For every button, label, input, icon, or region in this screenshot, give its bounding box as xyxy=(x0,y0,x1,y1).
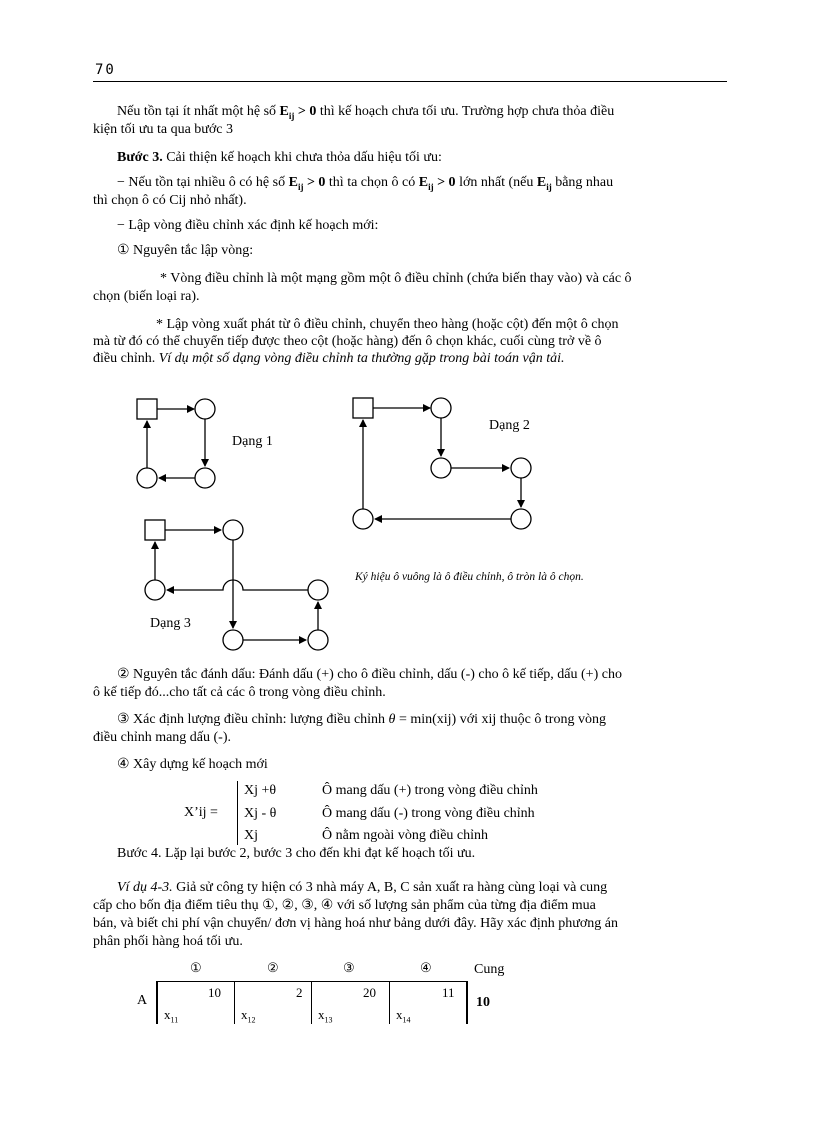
example-line-2: cấp cho bốn địa điểm tiêu thụ ①, ②, ③, ④ với số lượng sản phẩm của từng địa điểm mua xyxy=(93,898,596,913)
dang2-select-circle xyxy=(353,509,373,529)
row-label-a: A xyxy=(137,993,148,1008)
expr-eij-positive: $E_{ij} > 0$ xyxy=(279,104,317,121)
cost-a3: 20 xyxy=(363,985,376,1000)
dang2-select-circle xyxy=(511,458,531,478)
col-header-1: ① xyxy=(190,960,202,975)
cost-a1: 10 xyxy=(208,985,221,1000)
formula-case-3-expr: Xj xyxy=(244,828,258,843)
cost-a4: 11 xyxy=(442,985,455,1000)
table-right-border xyxy=(466,981,468,1024)
rule-1-title: ① Nguyên tắc lập vòng: xyxy=(117,243,254,258)
dang2-select-circle xyxy=(511,509,531,529)
step3-bullet-2: − Lập vòng điều chỉnh xác định kế hoạch mới: xyxy=(117,218,379,233)
dang3-label: Dạng 3 xyxy=(150,616,191,631)
col-header-3: ③ xyxy=(343,960,355,975)
table-left-border xyxy=(156,981,158,1024)
formula-case-2-desc: Ô mang dấu (-) trong vòng điều chỉnh xyxy=(322,806,535,821)
dang3-select-circle xyxy=(145,580,165,600)
table-col-divider xyxy=(389,981,390,1024)
rule-3-line-1: ③ Xác định lượng điều chỉnh: lượng điều chỉnh θ = min(xij) với xij thuộc ô trong vòng xyxy=(117,712,606,727)
step3-bullet-1-cont: thì chọn ô có Cij nhỏ nhất). xyxy=(93,193,247,208)
rule-1-sub-1b: chọn (biến loại ra). xyxy=(93,289,200,304)
rule-2-line-2: ô kế tiếp đó...cho tất cả các ô trong vòng điều chỉnh. xyxy=(93,685,386,700)
dang1-adjust-square xyxy=(137,399,157,419)
rule-3-line-2: điều chỉnh mang dấu (-). xyxy=(93,730,232,745)
dang2-select-circle xyxy=(431,458,451,478)
rule-4-title: ④ Xây dựng kế hoạch mới xyxy=(117,757,268,772)
rule-1-sub-1a: * Vòng điều chỉnh là một mạng gồm một ô điều chỉnh (chứa biến thay vào) và các ô xyxy=(160,271,632,286)
rule-1-sub-2a: * Lập vòng xuất phát từ ô điều chỉnh, chuyển theo hàng (hoặc cột) đến một ô chọn xyxy=(156,317,619,332)
supply-header: Cung xyxy=(474,962,505,977)
dang1-select-circle xyxy=(195,399,215,419)
formula-case-1-desc: Ô mang dấu (+) trong vòng điều chỉnh xyxy=(322,783,538,798)
formula-case-1-expr: Xj +θ xyxy=(244,783,277,798)
col-header-4: ④ xyxy=(420,960,432,975)
rule-2-line-1: ② Nguyên tắc đánh dấu: Đánh dấu (+) cho ô điều chỉnh, dấu (-) cho ô kế tiếp, dấu (+) cho xyxy=(117,667,622,682)
dang3-select-circle xyxy=(308,580,328,600)
step3-heading: Bước 3. Cải thiện kế hoạch khi chưa thỏa dấu hiệu tối ưu: xyxy=(117,150,442,165)
var-x12: $x_{12}$ xyxy=(241,1007,256,1025)
page-number: 70 xyxy=(95,62,116,78)
dang3-select-circle xyxy=(223,520,243,540)
cost-a2: 2 xyxy=(296,985,303,1000)
table-top-border xyxy=(157,981,467,982)
dang1-label: Dạng 1 xyxy=(232,434,273,449)
formula-case-2-expr: Xj - θ xyxy=(244,806,277,821)
supply-a: 10 xyxy=(476,995,490,1010)
dang3-adjust-square xyxy=(145,520,165,540)
col-header-2: ② xyxy=(267,960,279,975)
step4-text: Bước 4. Lặp lại bước 2, bước 3 cho đến khi đạt kế hoạch tối ưu. xyxy=(117,846,476,861)
dang3-select-circle xyxy=(308,630,328,650)
example-line-3: bán, và biết chi phí vận chuyển/ đơn vị hàng hoá như bảng dưới đây. Hãy xác định phương án xyxy=(93,916,618,931)
rule-1-sub-2c: điều chỉnh. Ví dụ một số dạng vòng điều chỉnh ta thường gặp trong bài toán vận tải. xyxy=(93,351,565,366)
table-col-divider xyxy=(234,981,235,1024)
formula-lhs: X’ij = xyxy=(184,805,218,820)
formula-case-3-desc: Ô nằm ngoài vòng điều chỉnh xyxy=(322,828,489,843)
dang1-select-circle xyxy=(137,468,157,488)
intro-line-1: Nếu tồn tại ít nhất một hệ số $E_{ij} > 0$ thì kế hoạch chưa tối ưu. Trường hợp chưa thỏa điều xyxy=(117,104,615,121)
dang2-adjust-square xyxy=(353,398,373,418)
var-x14: $x_{14}$ xyxy=(396,1007,411,1025)
formula-brace xyxy=(237,781,238,845)
example-line-4: phân phối hàng hoá tối ưu. xyxy=(93,934,243,949)
rule-1-sub-2b: mà từ đó có thể chuyển tiếp được theo cột (hoặc hàng) đến ô chọn khác, cuối cùng trở về ô xyxy=(93,334,602,349)
var-x13: $x_{13}$ xyxy=(318,1007,333,1025)
dang3-select-circle xyxy=(223,630,243,650)
intro-line-2: kiện tối ưu ta qua bước 3 xyxy=(93,122,233,137)
dang1-select-circle xyxy=(195,468,215,488)
step3-bullet-1: − Nếu tồn tại nhiều ô có hệ số $E_{ij} > 0$ thì ta chọn ô có $E_{ij} > 0$ lớn nhất (nếu $E_{ij}$ bằng nhau xyxy=(117,175,614,192)
dang2-label: Dạng 2 xyxy=(489,418,530,433)
dang2-select-circle xyxy=(431,398,451,418)
table-col-divider xyxy=(311,981,312,1024)
example-line-1: Ví dụ 4-3. Giả sử công ty hiện có 3 nhà máy A, B, C sản xuất ra hàng cùng loại và cung xyxy=(117,880,608,895)
var-x11: $x_{11}$ xyxy=(164,1007,179,1025)
figure-caption: Ký hiệu ô vuông là ô điều chỉnh, ô tròn là ô chọn. xyxy=(355,571,584,583)
